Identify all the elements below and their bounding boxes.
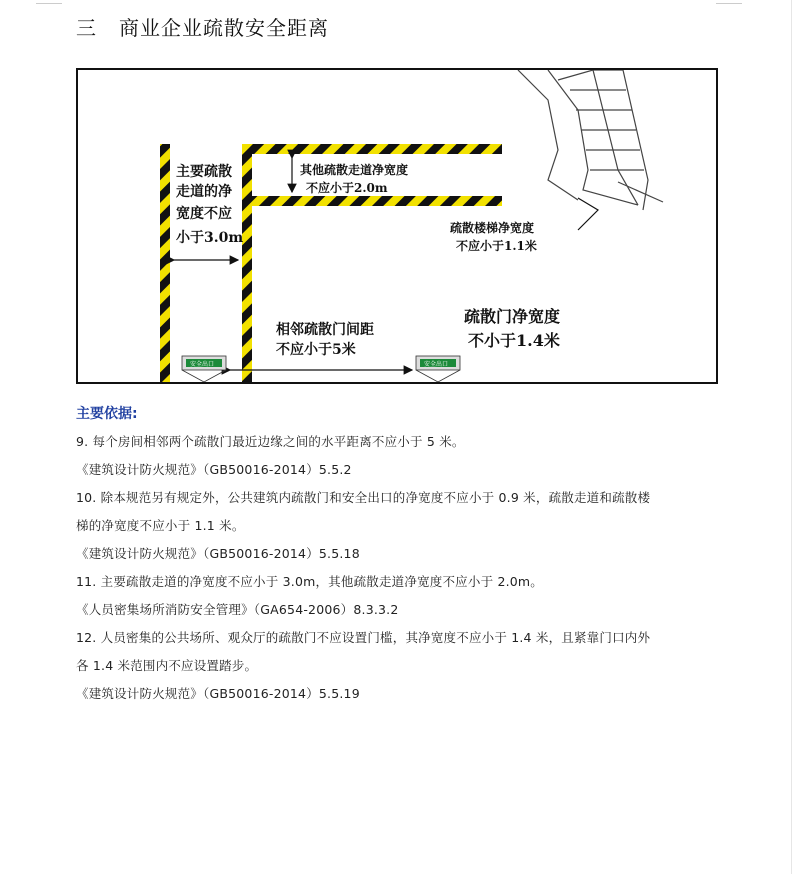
- door-spacing-label-2: 不应小于5米: [276, 342, 356, 358]
- stair-label-1: 疏散楼梯净宽度: [450, 221, 535, 235]
- exit-sign-2-text: 安全出口: [424, 361, 449, 368]
- exit-sign-1-text: 安全出口: [190, 361, 215, 368]
- basis-line: 《建筑设计防火规范》（GB50016-2014）5.5.19: [76, 686, 360, 701]
- basis-line: 12. 人员密集的公共场所、观众厅的疏散门不应设置门槛，其净宽度不应小于 1.4 米，且紧靠门口内外: [76, 630, 651, 645]
- upper-corridor-stripe: [242, 144, 502, 154]
- main-corridor-label-1: 主要疏散: [176, 164, 232, 180]
- door-spacing-label-1: 相邻疏散门间距: [276, 322, 374, 338]
- page-edge: [791, 0, 792, 874]
- main-corridor-label-4: 小于3.0m: [176, 230, 244, 246]
- basis-line: 11. 主要疏散走道的净宽度不应小于 3.0m，其他疏散走道净宽度不应小于 2.0m。: [76, 574, 544, 589]
- page-corner-mark-left: [36, 0, 62, 4]
- exit-sign-1: [182, 356, 226, 382]
- left-wall-stripe: [160, 144, 170, 382]
- basis-line: 梯的净宽度不应小于 1.1 米。: [76, 518, 245, 533]
- basis-line: 《建筑设计防火规范》（GB50016-2014）5.5.2: [76, 462, 352, 477]
- title-number: 三: [76, 16, 97, 40]
- basis-line: 各 1.4 米范围内不应设置踏步。: [76, 658, 258, 673]
- page-corner-mark-right: [716, 0, 742, 4]
- basis-line: 《人员密集场所消防安全管理》（GA654-2006）8.3.3.2: [76, 602, 399, 617]
- basis-line: 《建筑设计防火规范》（GB50016-2014）5.5.18: [76, 546, 360, 561]
- basis-line: 10. 除本规范另有规定外，公共建筑内疏散门和安全出口的净宽度不应小于 0.9 米，疏散走道和疏散楼: [76, 490, 651, 505]
- other-corridor-label-1: 其他疏散走道净宽度: [300, 163, 409, 177]
- staircase-drawing: [518, 70, 663, 230]
- diagram-svg: [78, 70, 716, 382]
- evacuation-diagram: [76, 68, 718, 384]
- main-corridor-label-2: 走道的净: [176, 184, 232, 200]
- basis-line: 9. 每个房间相邻两个疏散门最近边缘之间的水平距离不应小于 5 米。: [76, 434, 465, 449]
- door-width-label-2: 不小于1.4米: [468, 331, 560, 350]
- main-corridor-label-3: 宽度不应: [176, 206, 232, 222]
- title-text: 商业企业疏散安全距离: [119, 16, 329, 40]
- lower-corridor-stripe: [242, 196, 502, 206]
- door-width-label-1: 疏散门净宽度: [464, 307, 561, 326]
- other-corridor-label-2: 不应小于2.0m: [306, 181, 388, 195]
- basis-heading: 主要依据:: [76, 406, 138, 422]
- stair-label-2: 不应小于1.1米: [456, 239, 537, 253]
- page-title: [76, 12, 329, 41]
- exit-sign-2: [416, 356, 460, 382]
- right-wall-stripe: [242, 144, 252, 382]
